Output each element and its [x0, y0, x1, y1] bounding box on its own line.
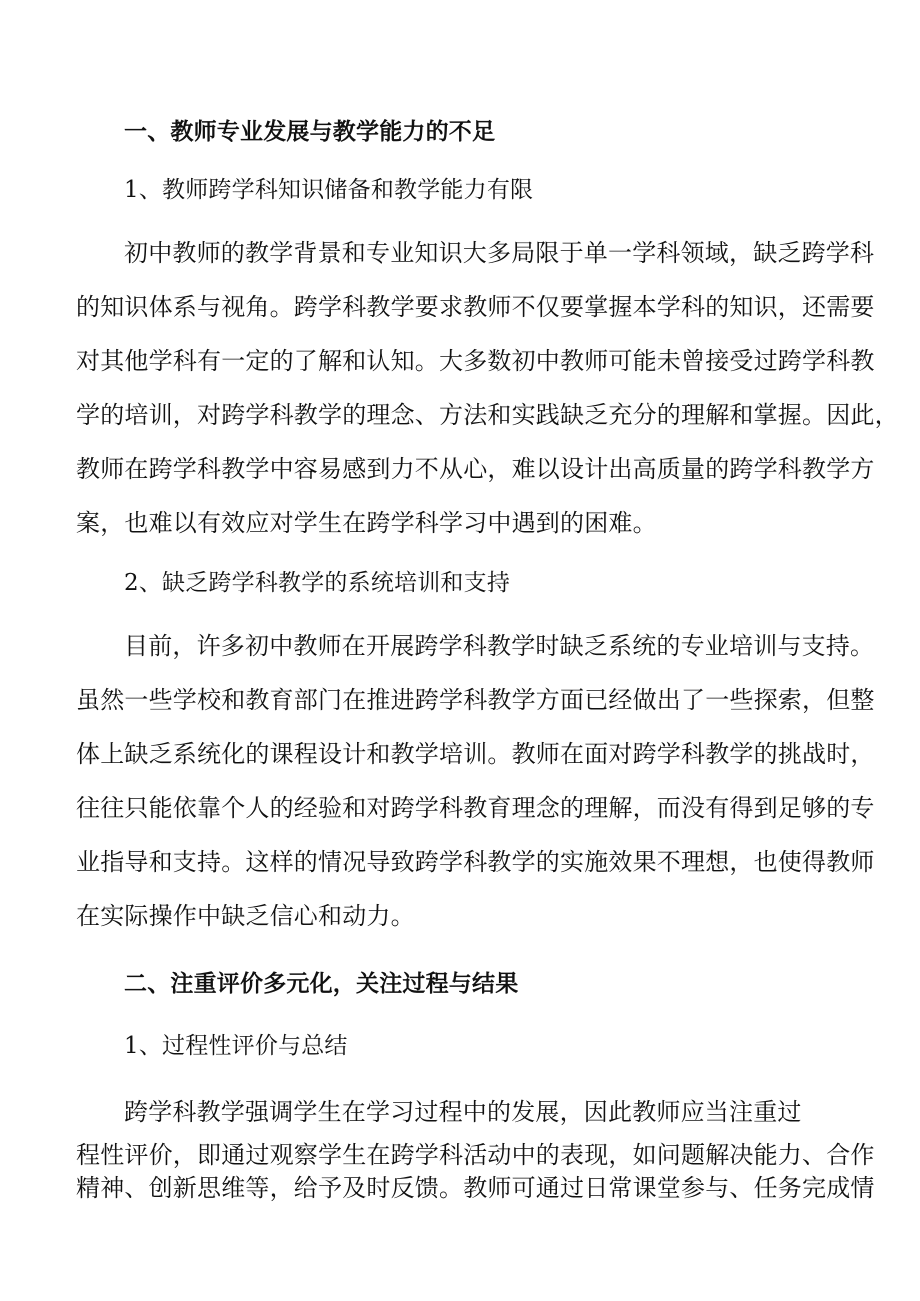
- section-heading: 一、教师专业发展与教学能力的不足: [124, 119, 496, 145]
- paragraph-line: 程性评价，即通过观察学生在跨学科活动中的表现，如问题解决能力、合作: [76, 1141, 875, 1169]
- paragraph-line: 初中教师的教学背景和专业知识大多局限于单一学科领域，缺乏跨学科: [124, 239, 875, 267]
- paragraph-line: 精神、创新思维等，给予及时反馈。教师可通过日常课堂参与、任务完成情: [76, 1174, 875, 1202]
- subsection-heading: 1、教师跨学科知识储备和教学能力有限: [124, 177, 534, 203]
- subsection-heading: 1、过程性评价与总结: [124, 1033, 348, 1059]
- paragraph-line: 教师在跨学科教学中容易感到力不从心，难以设计出高质量的跨学科教学方: [76, 455, 875, 483]
- paragraph-line: 虽然一些学校和教育部门在推进跨学科教学方面已经做出了一些探索，但整: [76, 686, 875, 714]
- subsection-heading: 2、缺乏跨学科教学的系统培训和支持: [124, 570, 511, 596]
- paragraph-line: 的知识体系与视角。跨学科教学要求教师不仅要掌握本学科的知识，还需要: [76, 293, 875, 321]
- paragraph-line: 往往只能依靠个人的经验和对跨学科教育理念的理解，而没有得到足够的专: [76, 794, 875, 822]
- paragraph-line: 对其他学科有一定的了解和认知。大多数初中教师可能未曾接受过跨学科教: [76, 347, 875, 375]
- paragraph-line: 跨学科教学强调学生在学习过程中的发展，因此教师应当注重过: [124, 1098, 802, 1126]
- paragraph-line: 学的培训，对跨学科教学的理念、方法和实践缺乏充分的理解和掌握。因此，: [76, 401, 899, 429]
- paragraph-line: 体上缺乏系统化的课程设计和教学培训。教师在面对跨学科教学的挑战时，: [76, 740, 875, 768]
- paragraph-line: 在实际操作中缺乏信心和动力。: [76, 902, 415, 930]
- paragraph-line: 业指导和支持。这样的情况导致跨学科教学的实施效果不理想，也使得教师: [76, 848, 875, 876]
- paragraph-line: 目前，许多初中教师在开展跨学科教学时缺乏系统的专业培训与支持。: [124, 632, 875, 660]
- section-heading: 二、注重评价多元化，关注过程与结果: [124, 971, 519, 997]
- paragraph-line: 案，也难以有效应对学生在跨学科学习中遇到的困难。: [76, 509, 657, 537]
